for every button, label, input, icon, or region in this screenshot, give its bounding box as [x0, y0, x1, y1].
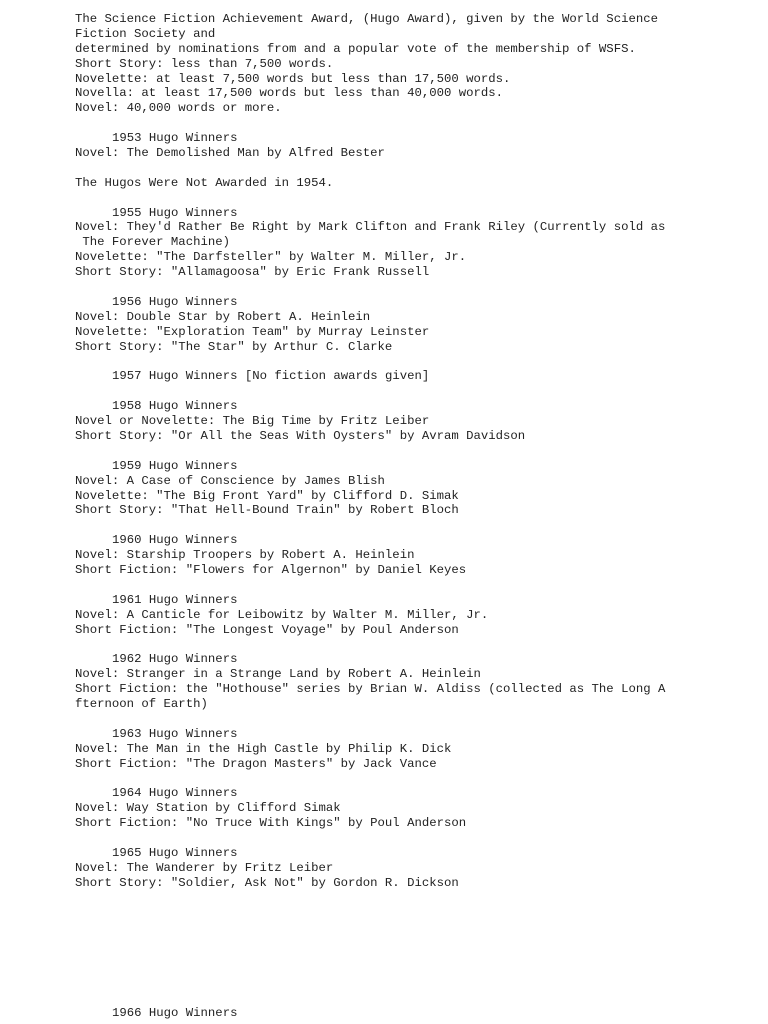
year-section: [75, 727, 755, 772]
intro-line: determined by nominations from and a popular vote of the membership of WSFS.: [75, 41, 636, 56]
award-entry: Short Story: "Or All the Seas With Oysters" by Avram Davidson: [75, 428, 526, 443]
intro-line: Short Story: less than 7,500 words.: [75, 56, 334, 71]
award-entry: The Forever Machine): [75, 235, 230, 250]
year-section: [75, 786, 755, 831]
blank-line: [75, 637, 755, 652]
intro-line: Novelette: at least 7,500 words but less than 17,500 words.: [75, 71, 511, 86]
award-entry: Short Story: "Allamagoosa" by Eric Frank Russell: [75, 265, 430, 280]
award-entry: Novelette: "The Darfsteller" by Walter M. Miller, Jr.: [75, 250, 467, 265]
award-entry: Short Fiction: "The Dragon Masters" by Jack Vance: [75, 756, 437, 771]
award-entry: fternoon of Earth): [75, 696, 208, 711]
blank-line: [75, 771, 755, 786]
year-section: [75, 206, 755, 280]
document-page: [75, 12, 755, 891]
year-section: [75, 593, 755, 638]
section-heading: 1964 Hugo Winners: [112, 786, 238, 801]
award-entry: Novel: Double Star by Robert A. Heinlein: [75, 309, 371, 324]
intro-line: Novel: 40,000 words or more.: [75, 101, 282, 116]
blank-line: [75, 191, 755, 206]
blank-line: [75, 116, 755, 131]
intro-line: Novella: at least 17,500 words but less than 40,000 words.: [75, 86, 504, 101]
blank-line: [75, 354, 755, 369]
blank-line: [75, 831, 755, 846]
award-entry: Novel: Way Station by Clifford Simak: [75, 801, 341, 816]
year-section: [75, 369, 755, 384]
year-section: [75, 176, 755, 191]
year-section: [75, 131, 755, 161]
section-heading: 1953 Hugo Winners: [112, 131, 238, 146]
blank-line: [75, 384, 755, 399]
award-entry: Novel: The Demolished Man by Alfred Bester: [75, 146, 385, 161]
intro-line: Fiction Society and: [75, 26, 216, 41]
award-entry: Short Fiction: "Flowers for Algernon" by Daniel Keyes: [75, 562, 467, 577]
award-entry: The Hugos Were Not Awarded in 1954.: [75, 175, 334, 190]
section-heading: 1956 Hugo Winners: [112, 294, 238, 309]
award-entry: Novelette: "Exploration Team" by Murray Leinster: [75, 324, 430, 339]
hugo-winners-list: [75, 116, 755, 890]
award-entry: Novel: They'd Rather Be Right by Mark Clifton and Frank Riley (Currently sold as: [75, 220, 666, 235]
intro-line: The Science Fiction Achievement Award, (Hugo Award), given by the World Science: [75, 12, 658, 26]
award-entry: Novelette: "The Big Front Yard" by Clifford D. Simak: [75, 488, 459, 503]
section-heading-1966: 1966 Hugo Winners: [112, 1006, 238, 1020]
section-heading: 1965 Hugo Winners: [112, 845, 238, 860]
intro-block: [75, 12, 755, 116]
year-section: [75, 652, 755, 712]
award-entry: Novel: Stranger in a Strange Land by Robert A. Heinlein: [75, 667, 481, 682]
blank-line: [75, 712, 755, 727]
award-entry: Novel: A Canticle for Leibowitz by Walter M. Miller, Jr.: [75, 607, 489, 622]
award-entry: Short Story: "The Star" by Arthur C. Clarke: [75, 339, 393, 354]
section-heading: 1958 Hugo Winners: [112, 399, 238, 414]
year-section: [75, 295, 755, 355]
award-entry: Short Fiction: the "Hothouse" series by Brian W. Aldiss (collected as The Long A: [75, 682, 666, 697]
year-section: [75, 533, 755, 578]
award-entry: Short Fiction: "The Longest Voyage" by Poul Anderson: [75, 622, 459, 637]
section-heading: 1959 Hugo Winners: [112, 458, 238, 473]
section-heading: 1955 Hugo Winners: [112, 205, 238, 220]
award-entry: Short Story: "Soldier, Ask Not" by Gordon R. Dickson: [75, 875, 459, 890]
section-heading: 1957 Hugo Winners [No fiction awards given]: [112, 369, 430, 384]
year-section: [75, 399, 755, 444]
blank-line: [75, 578, 755, 593]
award-entry: Novel: A Case of Conscience by James Blish: [75, 473, 385, 488]
year-section: [75, 846, 755, 891]
award-entry: Novel or Novelette: The Big Time by Fritz Leiber: [75, 414, 430, 429]
blank-line: [75, 518, 755, 533]
year-section: [75, 459, 755, 519]
section-heading: 1960 Hugo Winners: [112, 533, 238, 548]
blank-line: [75, 444, 755, 459]
award-entry: Short Fiction: "No Truce With Kings" by Poul Anderson: [75, 816, 467, 831]
award-entry: Novel: Starship Troopers by Robert A. Heinlein: [75, 548, 415, 563]
section-heading: 1962 Hugo Winners: [112, 652, 238, 667]
blank-line: [75, 161, 755, 176]
award-entry: Novel: The Wanderer by Fritz Leiber: [75, 860, 334, 875]
section-heading: 1963 Hugo Winners: [112, 726, 238, 741]
blank-line: [75, 280, 755, 295]
award-entry: Short Story: "That Hell-Bound Train" by Robert Bloch: [75, 503, 459, 518]
award-entry: Novel: The Man in the High Castle by Philip K. Dick: [75, 741, 452, 756]
section-heading: 1961 Hugo Winners: [112, 592, 238, 607]
